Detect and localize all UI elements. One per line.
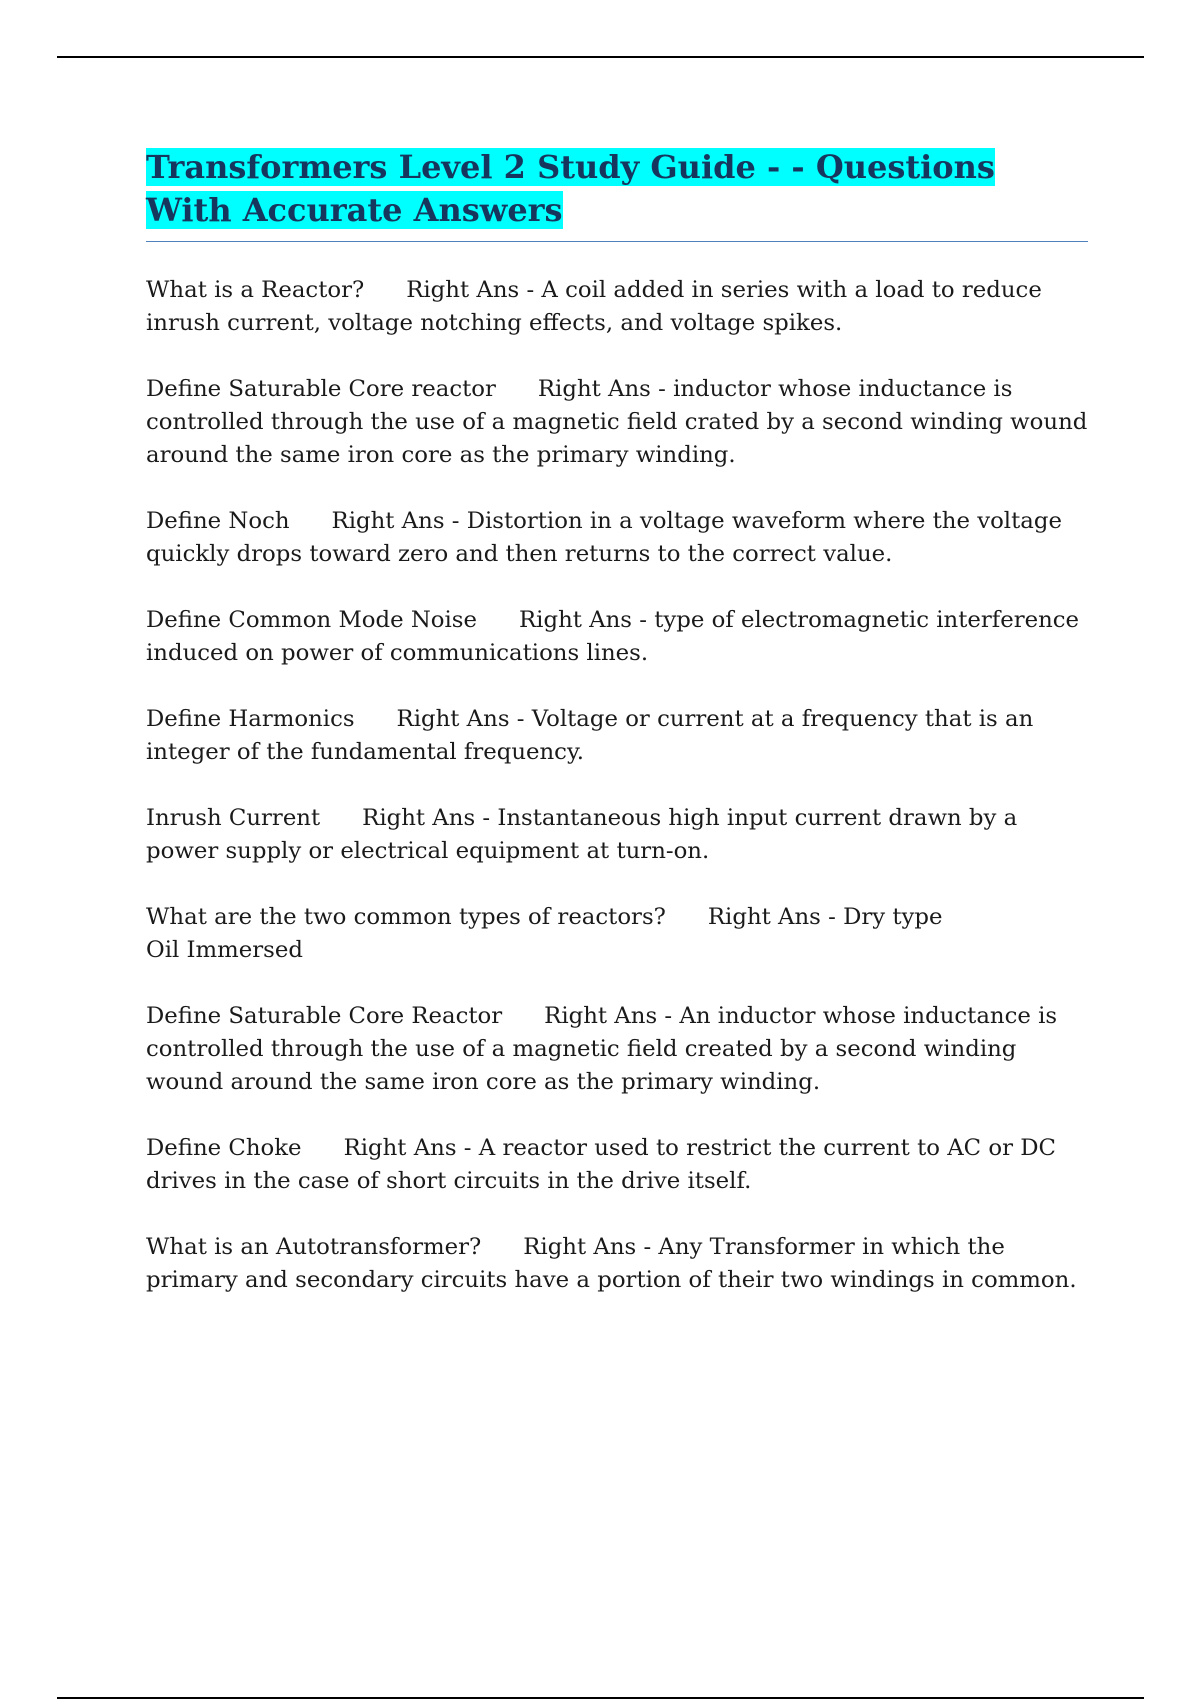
document-body — [146, 146, 1095, 1330]
qa-answer: Right Ans - type of electromagnetic interference induced on power of communications lines. — [146, 607, 1087, 666]
document-title-text: Transformers Level 2 Study Guide - - Questions With Accurate Answers — [146, 148, 995, 229]
qa-item — [146, 604, 1088, 670]
qa-answer: Right Ans - An inductor whose inductance is controlled through the use of a magnetic field created by a second winding wound around the same iron core as the primary winding. — [146, 1003, 1065, 1095]
document-title — [146, 146, 1088, 232]
qa-question: What is an Autotransformer? — [146, 1234, 482, 1260]
qa-answer: Right Ans - Any Transformer in which the primary and secondary circuits have a portion of their two windings in common. — [146, 1234, 1077, 1293]
qa-item — [146, 1132, 1088, 1198]
page-top-rule — [57, 56, 1144, 58]
qa-answer: Right Ans - Instantaneous high input current drawn by a power supply or electrical equipment at turn-on. — [146, 805, 1025, 864]
qa-answer: Right Ans - A reactor used to restrict the current to AC or DC drives in the case of short circuits in the drive itself. — [146, 1135, 1064, 1194]
qa-item — [146, 1231, 1088, 1297]
qa-question: Define Common Mode Noise — [146, 607, 478, 633]
qa-question: Inrush Current — [146, 805, 321, 831]
qa-answer: Right Ans - Voltage or current at a frequency that is an integer of the fundamental frequency. — [146, 706, 1041, 765]
qa-item — [146, 901, 1088, 967]
qa-question: Define Saturable Core Reactor — [146, 1003, 503, 1029]
page-bottom-rule — [57, 1697, 1144, 1699]
qa-answer-continuation: Oil Immersed — [146, 937, 303, 963]
qa-question: What are the two common types of reactors? — [146, 904, 666, 930]
qa-item — [146, 1000, 1088, 1099]
qa-answer: Right Ans - A coil added in series with a load to reduce inrush current, voltage notching effects, and voltage spikes. — [146, 277, 1050, 336]
qa-question: Define Harmonics — [146, 706, 355, 732]
qa-item — [146, 505, 1088, 571]
qa-item — [146, 703, 1088, 769]
qa-item — [146, 373, 1095, 472]
qa-question: What is a Reactor? — [146, 277, 365, 303]
qa-question: Define Saturable Core reactor — [146, 376, 496, 402]
qa-item — [146, 274, 1088, 340]
qa-answer: Right Ans - inductor whose inductance is controlled through the use of a magnetic field crated by a second winding wound around the same iron core as the primary winding. — [146, 376, 1095, 468]
qa-question: Define Noch — [146, 508, 290, 534]
qa-list — [146, 274, 1095, 1297]
qa-question: Define Choke — [146, 1135, 302, 1161]
title-underline — [146, 241, 1088, 242]
qa-answer: Right Ans - Distortion in a voltage waveform where the voltage quickly drops toward zero and then returns to the correct value. — [146, 508, 1070, 567]
qa-answer: Right Ans - Dry type — [707, 904, 943, 930]
qa-item — [146, 802, 1088, 868]
